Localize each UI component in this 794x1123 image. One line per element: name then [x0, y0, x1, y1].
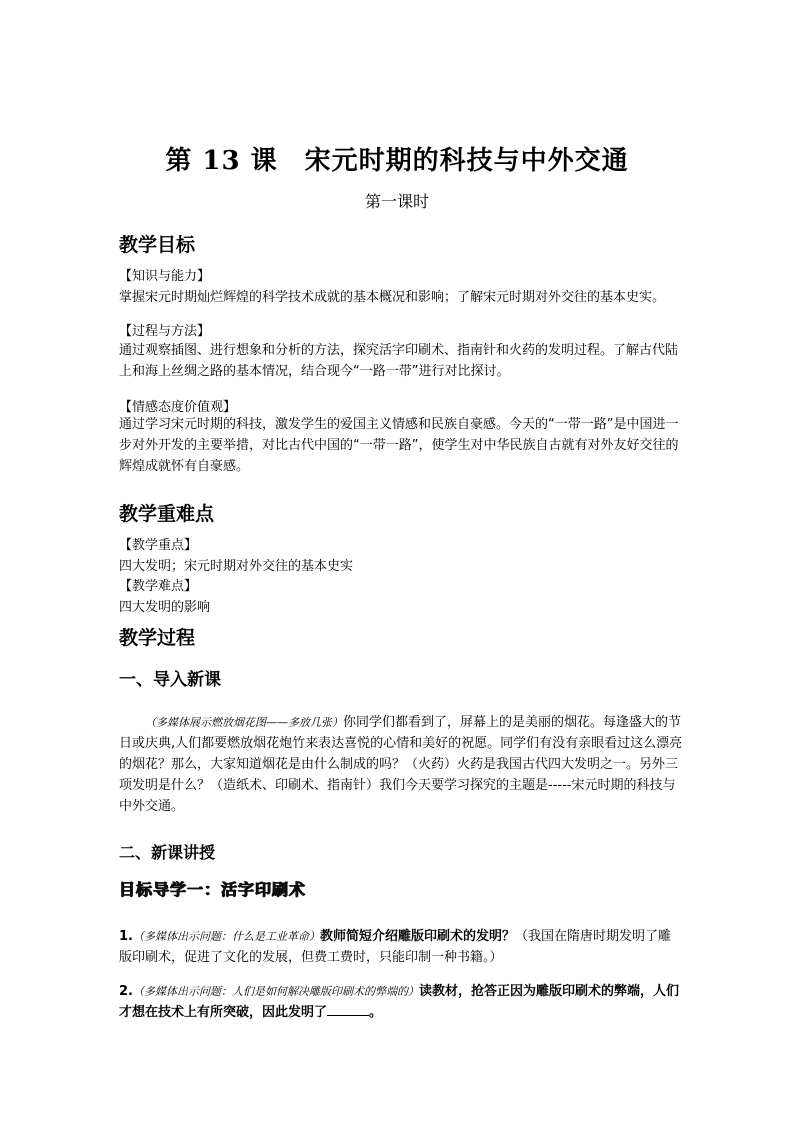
- question-two-note: （多媒体出示问题：人们是如何解决雕版印刷术的弊端的）: [132, 985, 419, 998]
- question-two-end: 。: [369, 1005, 383, 1020]
- question-one-number: 1.: [119, 929, 133, 944]
- knowledge-text: 掌握宋元时期灿烂辉煌的科学技术成就的基本概况和影响；了解宋元时期对外交往的基本史实。: [119, 290, 666, 305]
- question-one-bold: 教师简短介绍雕版印刷术的发明？: [319, 929, 515, 944]
- key-text: 四大发明；宋元时期对外交往的基本史实: [119, 559, 354, 574]
- question-two-bold: 读教材，抢答正因为雕版印刷术的弊端，人们才想在技术上有所突破，因此发明了: [119, 984, 679, 1020]
- key-tag: 【教学重点】: [119, 538, 198, 553]
- intro-paragraph: [119, 712, 685, 817]
- answer-blank[interactable]: [327, 1003, 369, 1016]
- difficult-text: 四大发明的影响: [119, 600, 211, 615]
- intro-media-note: （多媒体展示燃放烟花图——多放几张）: [145, 716, 343, 729]
- new-lesson-heading: 二、新课讲授: [119, 843, 216, 862]
- question-two: [119, 981, 681, 1023]
- intro-text: 你同学们都看到了，屏幕上的是美丽的烟花。每逢盛大的节日或庆典,人们都要燃放烟花炮竹来表达喜悦的心情和美好的祝愿。同学们有没有亲眼看过这么漂亮的烟花？那么，大家知道烟花是由什么制成的吗？（火药）火药是我国古代四大发明之一。另外三项发明是什么？（造纸术、印刷术、指南针）我们今天要学习探究的主题是-----宋元时期的科技与中外交通。: [119, 715, 683, 814]
- goal-one-heading: 目标导学一：活字印刷术: [119, 880, 307, 899]
- lesson-subtitle: 第一课时: [364, 192, 429, 211]
- question-one-text: （我国在隋唐时期发明了雕版印刷术，促进了文化的发展，但费工费时，只能印制一种书籍。）: [119, 929, 672, 965]
- question-one-note: （多媒体出示问题：什么是工业革命）: [132, 930, 320, 943]
- difficult-tag: 【教学难点】: [119, 579, 198, 594]
- lesson-title: 第 13 课 宋元时期的科技与中外交通: [165, 146, 629, 176]
- question-two-number: 2.: [119, 984, 133, 999]
- key-points-heading: 教学重难点: [119, 503, 215, 525]
- process-tag: 【过程与方法】: [119, 324, 211, 339]
- question-one: [119, 926, 681, 968]
- process-heading: 教学过程: [119, 627, 196, 649]
- knowledge-tag: 【知识与能力】: [119, 269, 211, 284]
- process-text: 通过观察插图、进行想象和分析的方法，探究活字印刷术、指南针和火药的发明过程。了解古代陆上和海上丝绸之路的基本情况，结合现今“一路一带”进行对比探讨。: [119, 343, 679, 379]
- emotion-text: 通过学习宋元时期的科技，激发学生的爱国主义情感和民族自豪感。今天的“一带一路”是中国进一步对外开发的主要举措，对比古代中国的“一带一路”，使学生对中华民族自古就有对外友好交往的辉煌成就怀有自豪感。: [119, 417, 679, 474]
- emotion-tag: 【情感态度价值观】: [119, 400, 237, 415]
- intro-heading: 一、导入新课: [119, 670, 221, 690]
- objectives-heading: 教学目标: [119, 234, 196, 256]
